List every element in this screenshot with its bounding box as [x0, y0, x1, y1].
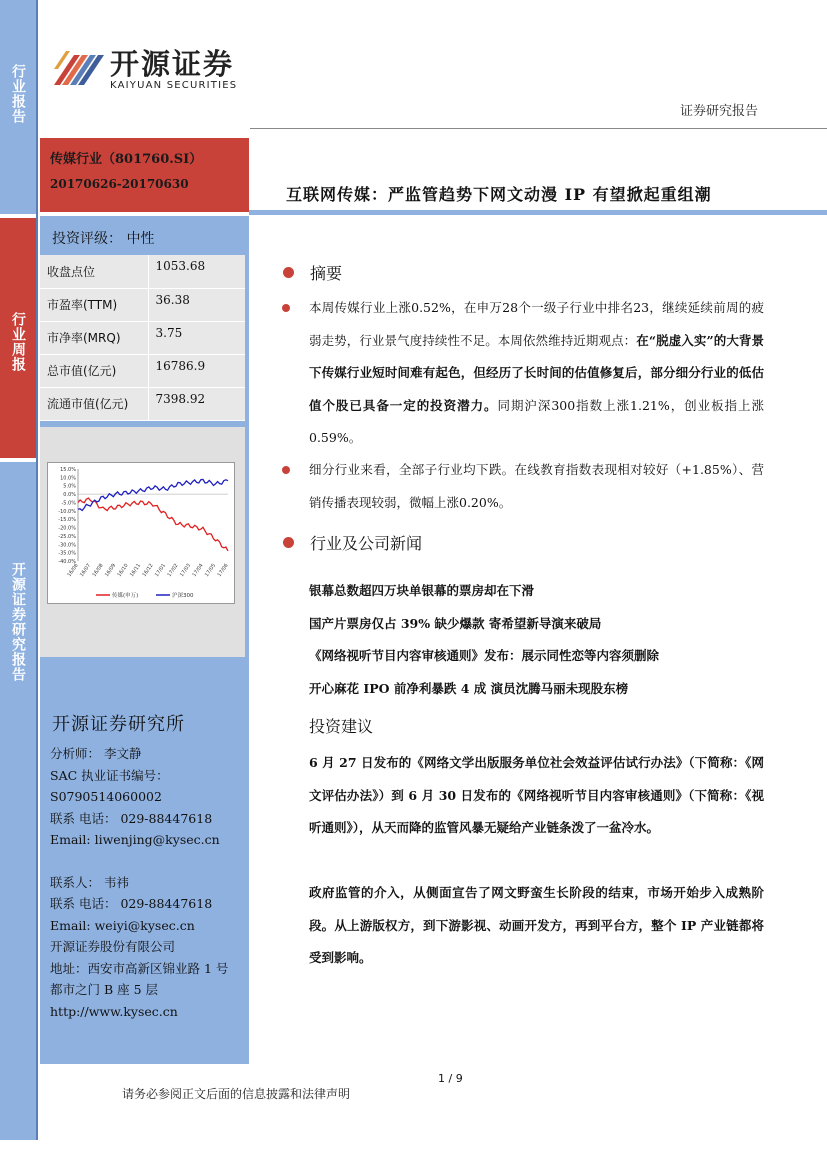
y-tick-label: -40.0%: [58, 559, 76, 565]
bullet-icon: [283, 267, 294, 278]
x-tick-label: 16/10: [116, 562, 130, 578]
summary-paragraph: 细分行业来看，全部子行业均下跌。在线教育指数表现相对较好（+1.85%）、营销传播表现较弱，微幅上涨0.20%。: [309, 462, 764, 510]
bullet-icon: [283, 537, 294, 548]
x-tick-label: 17/01: [153, 562, 168, 578]
legend-label: 传媒(申万): [112, 593, 139, 599]
y-tick-label: -20.0%: [58, 525, 76, 532]
address-line: 都市之门 B 座 5 层: [50, 982, 159, 997]
x-tick-label: 17/05: [203, 562, 218, 578]
x-tick-label: 16/06: [66, 562, 80, 578]
company-name: 开源证券股份有限公司: [50, 939, 176, 954]
sidebar-tab-research: [0, 462, 36, 1140]
bullet-icon: [282, 304, 290, 312]
y-tick-label: -15.0%: [58, 517, 76, 524]
investment-rating: 投资评级： 中性: [52, 231, 155, 247]
summary-text: 同期沪深300指数上涨1.21%，创业板指上涨0.59%。: [309, 397, 764, 445]
contact-phone: 联系 电话： 029-88447618: [50, 896, 213, 911]
bullet-icon: [282, 466, 290, 474]
advice-paragraph: 6 月 27 日发布的《网络文学出版服务单位社会效益评估试行办法》（下简称：《网文评估办法》）到 6 月 30 日发布的《网络视听节目内容审核通则》（下简称：《视听通则》），从天而降的监管风暴无疑给产业链条泼了一盆冷水。: [309, 755, 764, 835]
summary-heading: [283, 261, 342, 284]
performance-chart: [47, 462, 235, 604]
report-type: 证券研究报告: [680, 104, 759, 119]
stat-value: 3.75: [148, 321, 245, 354]
header-divider: [250, 128, 827, 129]
advice-heading: 投资建议: [309, 717, 374, 736]
sidebar-tab-label: 开源证券研究报告: [10, 562, 26, 682]
summary-paragraph: [309, 292, 764, 455]
x-tick-label: 17/06: [216, 562, 230, 578]
logo-mark-icon: [52, 45, 104, 93]
industry-box: [40, 138, 249, 212]
news-heading: [283, 531, 422, 554]
sac-number: S0790514060002: [50, 789, 162, 804]
series-line: [78, 498, 228, 551]
contact-block: [50, 743, 250, 1022]
x-tick-label: 17/02: [166, 562, 180, 578]
summary-text: 本周传媒行业上涨0.52%，在申万28个一级子行业中排名23，继续延续前周的疲弱走势，行业景气度持续性不足。本周依然维持近期观点：: [309, 300, 764, 348]
date-range: 20170626-20170630: [50, 177, 189, 191]
x-tick-label: 16/08: [91, 562, 105, 578]
analyst-phone: 联系 电话： 029-88447618: [50, 810, 213, 826]
address-line: 地址：西安市高新区锦业路 1 号: [50, 960, 229, 976]
stat-key: 市净率(MRQ): [40, 321, 148, 354]
news-item: 开心麻花 IPO 前净利暴跌 4 成 演员沈腾马丽未现股东榜: [309, 681, 629, 696]
institute-name: 开源证券研究所: [52, 714, 185, 735]
x-tick-label: 16/09: [103, 562, 118, 578]
industry-code: 传媒行业（801760.SI）: [50, 152, 203, 167]
website-link[interactable]: http://www.kysec.cn: [50, 1003, 178, 1019]
title-divider: [249, 210, 827, 215]
table-row: [40, 354, 245, 387]
table-row: [40, 321, 245, 354]
sidebar-tab-industry-report: [0, 0, 36, 214]
y-tick-label: 10.0%: [60, 475, 76, 482]
news-item: 银幕总数超四万块单银幕的票房却在下滑: [309, 583, 535, 598]
analyst-email: Email: liwenjing@kysec.cn: [50, 832, 220, 847]
contact-person: 联系人： 韦祎: [50, 874, 129, 890]
advice-paragraph: 政府监管的介入，从侧面宣告了网文野蛮生长阶段的结束，市场开始步入成熟阶段。从上游版权方，到下游影视、动画开发方，再到平台方，整个 IP 产业链都将受到影响。: [309, 885, 764, 965]
news-item: 国产片票房仅占 39% 缺少爆款 寄希望新导演来破局: [309, 616, 602, 631]
y-tick-label: 0.0%: [63, 492, 76, 499]
left-sidebar: [0, 0, 38, 1140]
sidebar-tab-label: 行业周报: [10, 312, 26, 372]
stat-key: 总市值(亿元): [40, 354, 148, 387]
analyst-name: 分析师： 李文静: [50, 746, 142, 761]
disclaimer-note: 请务必参阅正文后面的信息披露和法律声明: [122, 1087, 351, 1101]
contact-email: Email: weiyi@kysec.cn: [50, 917, 195, 933]
performance-chart-svg: [48, 463, 236, 605]
news-item: 《网络视听节目内容审核通则》发布：展示同性恋等内容须删除: [309, 648, 660, 663]
stat-value: 16786.9: [148, 354, 245, 387]
x-tick-label: 16/12: [141, 562, 155, 578]
page-number: 1 / 9: [438, 1072, 463, 1085]
sidebar-tab-label: 行业报告: [10, 64, 26, 124]
x-tick-label: 16/07: [78, 562, 93, 578]
stat-key: 收盘点位: [40, 255, 148, 288]
stat-value: 1053.68: [148, 255, 245, 288]
logo-english-name: KAIYUAN SECURITIES: [110, 79, 238, 91]
section-title: 行业及公司新闻: [310, 534, 423, 553]
report-title: 互联网传媒：严监管趋势下网文动漫 IP 有望掀起重组潮: [286, 185, 712, 204]
y-tick-label: -10.0%: [58, 508, 76, 515]
stat-key: 市盈率(TTM): [40, 288, 148, 321]
y-tick-label: -35.0%: [58, 550, 76, 557]
stat-value: 36.38: [148, 288, 245, 321]
y-tick-label: 5.0%: [63, 483, 76, 490]
y-tick-label: -5.0%: [61, 500, 76, 507]
stat-key: 流通市值(亿元): [40, 387, 148, 420]
stats-table: [40, 255, 245, 421]
legend-label: 沪深300: [172, 593, 194, 599]
x-tick-label: 17/03: [178, 562, 193, 578]
table-row: [40, 288, 245, 321]
x-tick-label: 16/11: [128, 562, 143, 578]
logo-chinese-name: 开源证券: [110, 46, 235, 81]
section-title: 摘要: [310, 264, 343, 283]
y-tick-label: -30.0%: [58, 542, 76, 549]
company-logo: [52, 45, 237, 93]
sac-label: SAC 执业证书编号：: [50, 767, 169, 783]
table-row: [40, 255, 245, 288]
stat-value: 7398.92: [148, 387, 245, 420]
y-tick-label: 15.0%: [60, 467, 76, 473]
sidebar-tab-weekly: [0, 218, 36, 458]
summary-highlight: 在“脱虚入实”的大背景下传媒行业短时间难有起色，但经历了长时间的估值修复后，部分细分行业的低估值个股已具备一定的投资潜力。: [309, 332, 764, 413]
y-tick-label: -25.0%: [58, 533, 76, 540]
x-tick-label: 17/04: [191, 562, 205, 578]
table-row: [40, 387, 245, 420]
